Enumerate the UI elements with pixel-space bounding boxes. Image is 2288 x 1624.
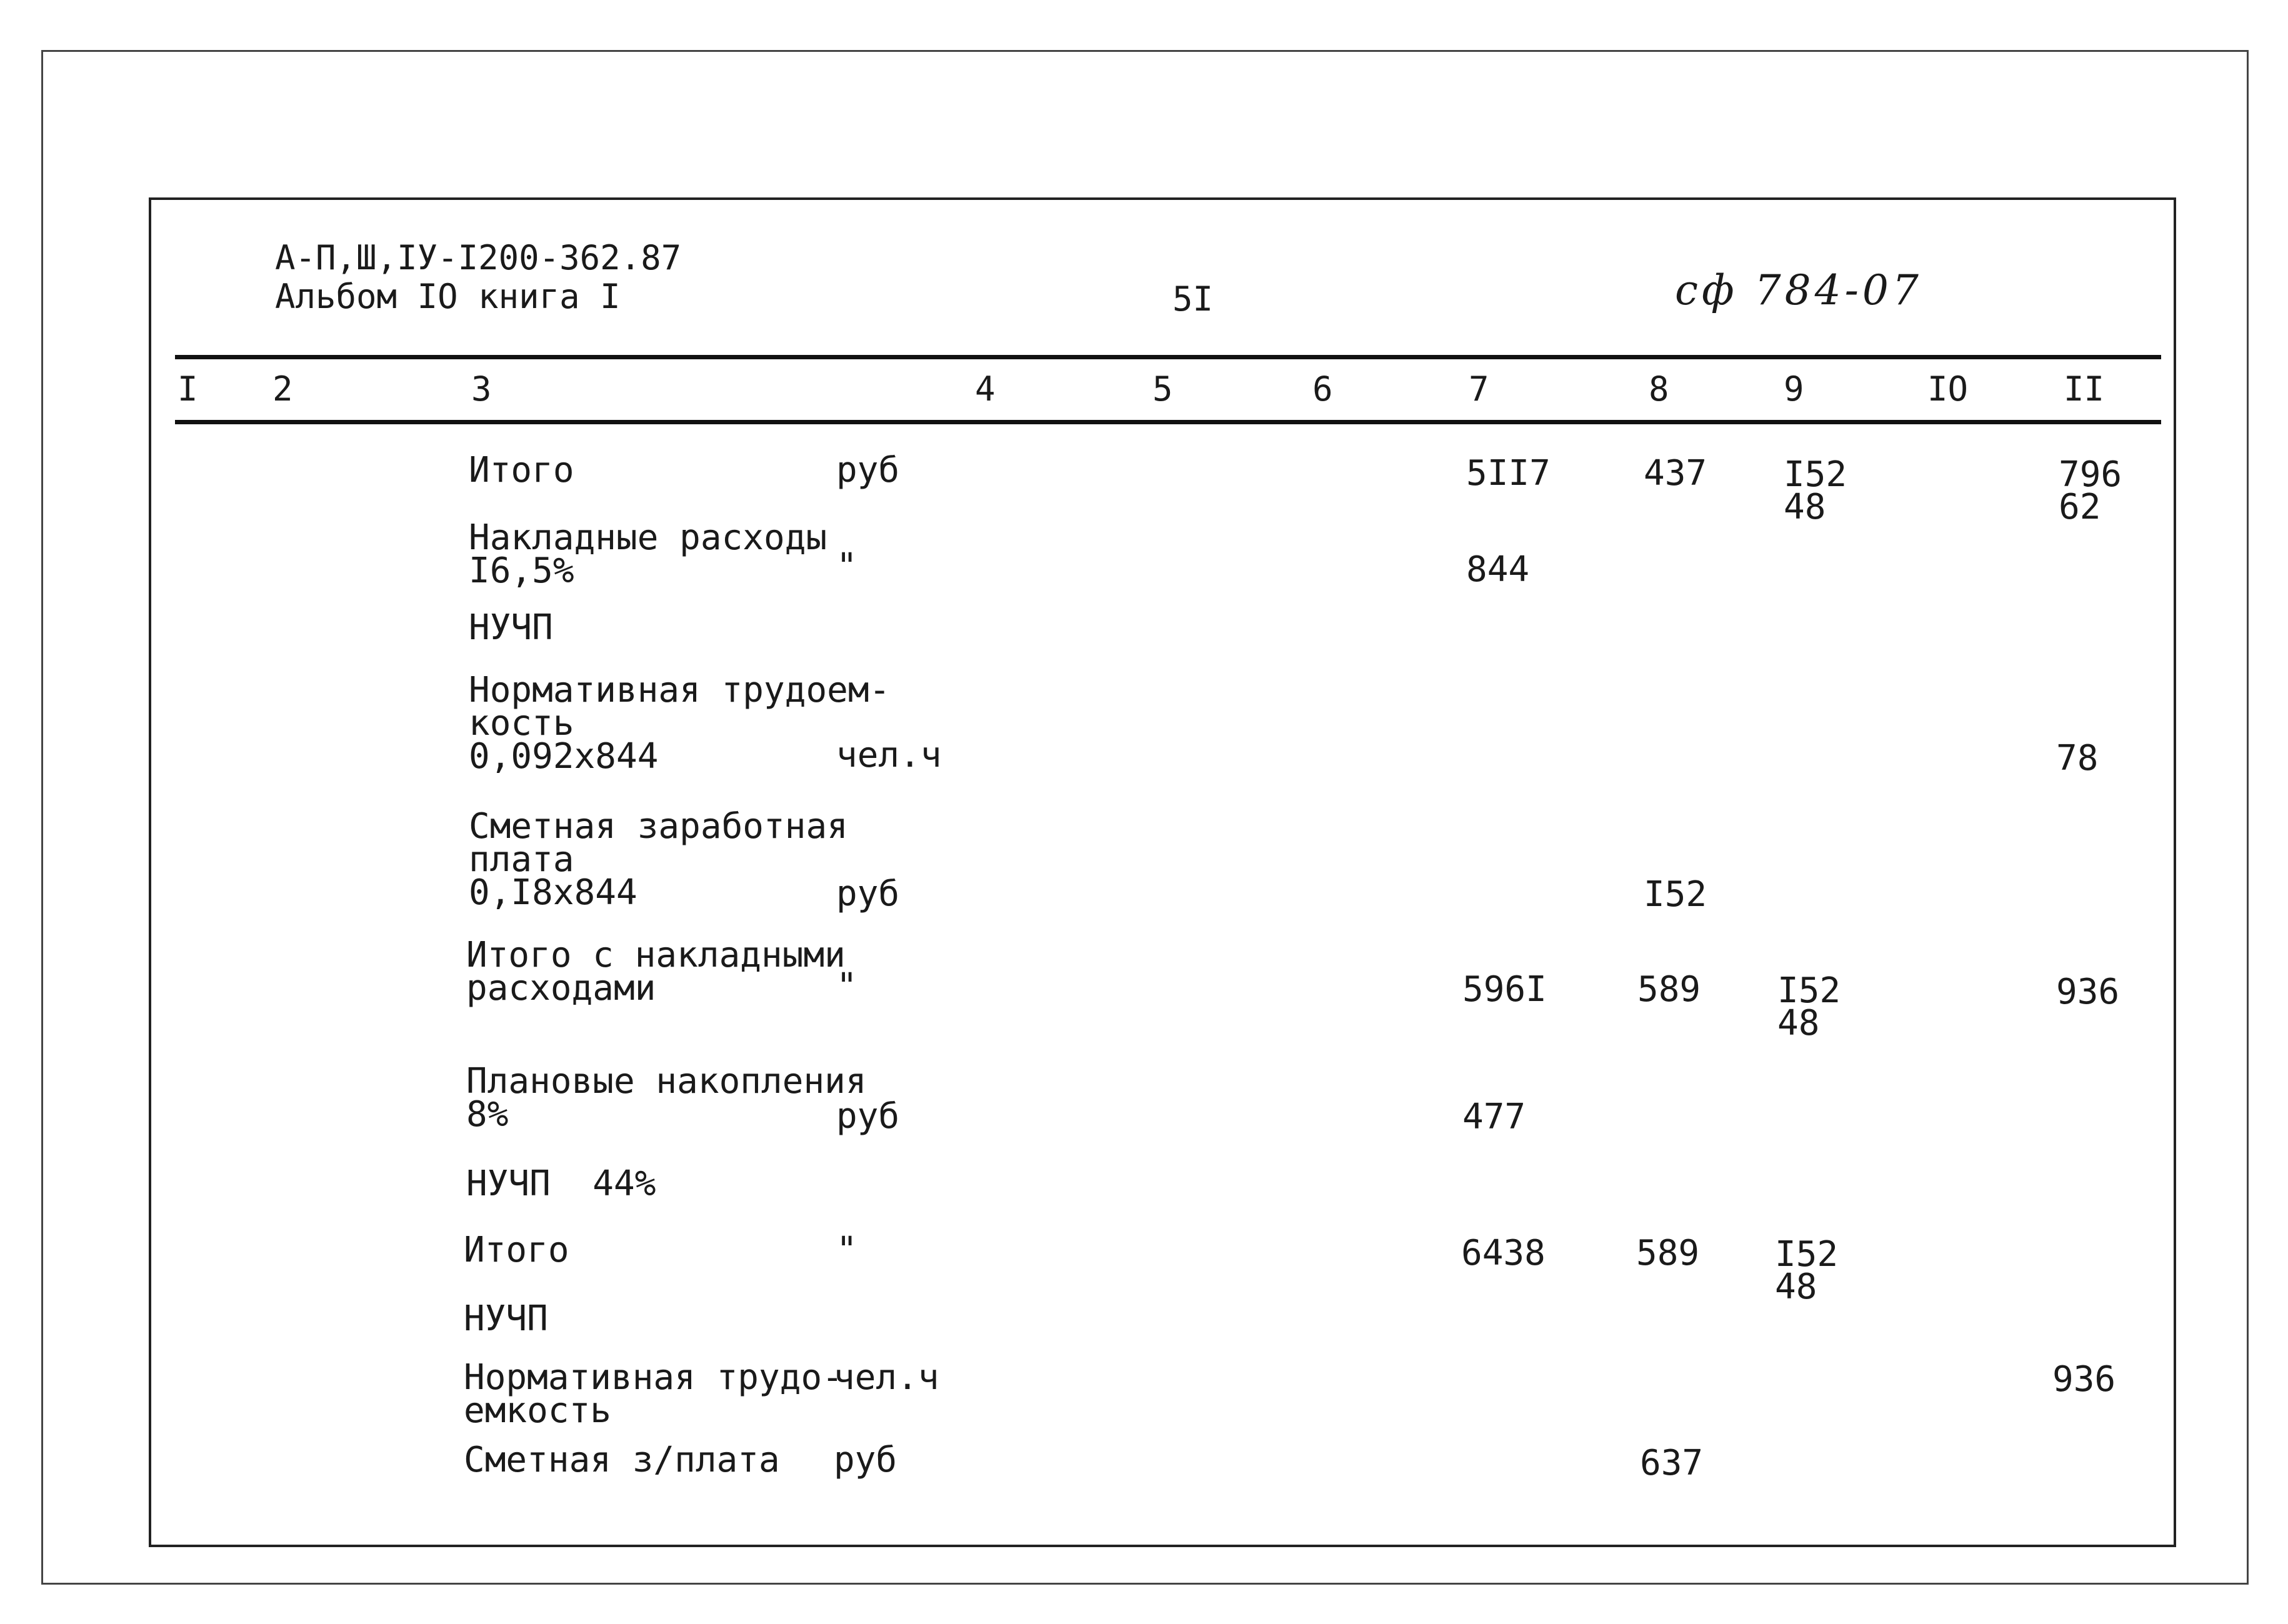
col-header-6: 6 — [1312, 369, 1333, 409]
cell-col7: 596I — [1462, 969, 1547, 1010]
row-unit: " — [836, 546, 857, 587]
row-label: Сметная з/плата — [464, 1440, 780, 1480]
row-unit: руб — [836, 874, 900, 914]
row-unit: руб — [836, 450, 900, 491]
document-code: А-П,Ш,IУ-I200-362.87 — [275, 238, 682, 277]
row-label: Плановые накопления 8% — [466, 1061, 867, 1135]
col-header-8: 8 — [1649, 369, 1669, 409]
cell-col7: 477 — [1462, 1097, 1526, 1137]
row-label: Накладные расходы I6,5% — [469, 517, 827, 592]
cell-col11: 796 62 — [2059, 454, 2122, 527]
row-label: Итого с накладными расходами — [466, 935, 846, 1009]
col-header-10: IO — [1927, 369, 1969, 409]
album-label: Альбом IO книга I — [275, 277, 621, 316]
cell-col9: I52 48 — [1777, 970, 1841, 1044]
cell-col8: 637 — [1640, 1443, 1704, 1483]
cell-col11: 936 — [2056, 972, 2120, 1012]
handwritten-stamp: сф 784-07 — [1675, 266, 1922, 314]
cell-col11: 936 — [2052, 1359, 2116, 1400]
cell-col7: 5II7 — [1466, 453, 1551, 494]
col-header-5: 5 — [1152, 369, 1173, 409]
row-unit: " — [836, 1230, 857, 1270]
cell-col8: 437 — [1644, 453, 1707, 494]
row-label: Итого — [464, 1230, 569, 1270]
row-label: НУЧП — [464, 1298, 548, 1339]
col-header-1: I — [177, 369, 198, 409]
row-label: Сметная заработная плата 0,I8x844 — [469, 806, 848, 914]
col-header-7: 7 — [1469, 369, 1489, 409]
row-label: Итого — [469, 450, 574, 491]
cell-col9: I52 48 — [1775, 1234, 1839, 1307]
cell-col7: 6438 — [1461, 1233, 1546, 1273]
row-unit: чел.ч — [834, 1357, 939, 1398]
row-label: Нормативная трудоем- кость 0,092x844 — [469, 670, 891, 777]
cell-col11: 78 — [2056, 738, 2099, 779]
cell-col8: 589 — [1637, 969, 1701, 1010]
row-unit: чел.ч — [836, 735, 942, 775]
col-header-3: 3 — [471, 369, 492, 409]
col-header-11: II — [2064, 369, 2105, 409]
col-header-4: 4 — [975, 369, 996, 409]
page-number: 5I — [1172, 279, 1214, 319]
row-unit: руб — [834, 1440, 897, 1480]
row-unit: руб — [836, 1096, 900, 1137]
row-label: Нормативная трудо- емкость — [464, 1357, 843, 1432]
cell-col8: 589 — [1636, 1233, 1700, 1273]
row-unit: " — [836, 966, 857, 1007]
cell-col9: I52 48 — [1784, 454, 1847, 527]
row-label: НУЧП 44% — [466, 1163, 656, 1204]
table-header-rule — [175, 420, 2161, 424]
table-top-rule — [175, 355, 2161, 359]
cell-col7: 844 — [1466, 549, 1530, 590]
cell-col8: I52 — [1644, 874, 1707, 915]
row-label: НУЧП — [469, 607, 553, 648]
col-header-9: 9 — [1784, 369, 1804, 409]
col-header-2: 2 — [272, 369, 293, 409]
